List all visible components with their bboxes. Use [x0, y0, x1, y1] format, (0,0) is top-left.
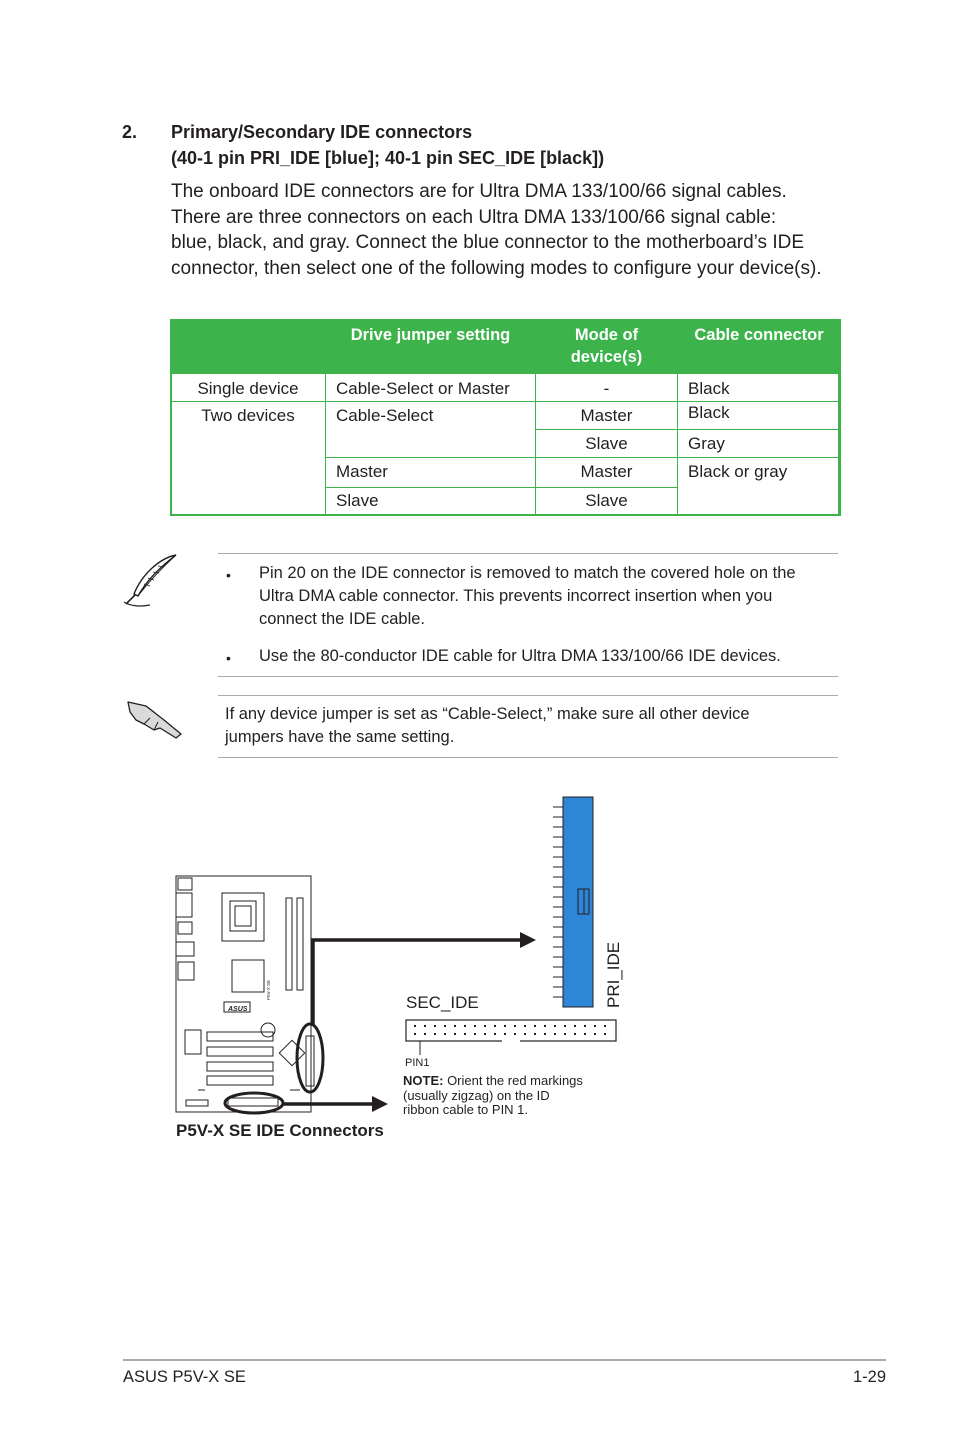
diagram-note-line1: Orient the red markings	[443, 1073, 583, 1088]
section-title-line1: Primary/Secondary IDE connectors	[171, 122, 473, 142]
paragraph-line: The onboard IDE connectors are for Ultra DMA 133/100/66 signal cables.	[171, 181, 787, 202]
warning-line: If any device jumper is set as “Cable-Select,” make sure all other device	[225, 705, 750, 723]
cell-two-jumper-d: Slave	[326, 487, 536, 515]
cell-two-cable-a: Black	[678, 401, 841, 429]
pin-dot	[434, 1025, 436, 1027]
pin-dot	[424, 1033, 426, 1035]
cell-single-mode: -	[536, 373, 678, 401]
pri-ide-highlight	[297, 1024, 323, 1092]
pri-ide-arrow-line	[313, 940, 522, 1026]
paragraph-line: blue, black, and gray. Connect the blue connector to the motherboard’s IDE	[171, 232, 805, 253]
cell-two-mode-b: Slave	[536, 430, 678, 458]
asus-logo: ASUS	[228, 1006, 248, 1013]
pin-dot	[454, 1025, 456, 1027]
pin-dot	[424, 1025, 426, 1027]
diagram-note-line2: (usually zigzag) on the ID	[403, 1088, 550, 1103]
pin-dot	[464, 1025, 466, 1027]
note-bullet-2: Use the 80-conductor IDE cable for Ultra DMA 133/100/66 IDE devices.	[259, 647, 781, 665]
sec-ide-highlight	[225, 1093, 283, 1113]
cell-single-jumper: Cable-Select or Master	[326, 373, 536, 401]
pri-ide-pins	[553, 807, 563, 997]
warning-line: jumpers have the same setting.	[225, 728, 455, 746]
footer-product: ASUS P5V-X SE	[123, 1368, 246, 1386]
cell-two-jumper-c: Master	[326, 458, 536, 487]
section-number: 2.	[122, 122, 138, 142]
diagram-note	[403, 1073, 587, 1117]
cell-single-label: Single device	[171, 373, 326, 401]
pin-dot	[434, 1033, 436, 1035]
cell-two-mode-c: Master	[536, 458, 678, 487]
pin-dot	[554, 1033, 556, 1035]
pin-dot	[524, 1025, 526, 1027]
pin-dot	[554, 1025, 556, 1027]
board-model-label: P5V-X SE	[266, 979, 271, 1000]
pin-dot	[494, 1033, 496, 1035]
sec-ide-connector	[406, 1020, 616, 1041]
pin-dot	[474, 1025, 476, 1027]
pin-dot	[564, 1033, 566, 1035]
pin-dot	[524, 1033, 526, 1035]
pin-dot	[544, 1025, 546, 1027]
pin-dot	[414, 1033, 416, 1035]
pin-dot	[594, 1033, 596, 1035]
pin-dot	[584, 1033, 586, 1035]
note-line: Ultra DMA cable connector. This prevents incorrect insertion when you	[259, 587, 773, 605]
cell-two-cable-b: Gray	[678, 430, 841, 458]
pin-dot	[484, 1025, 486, 1027]
footer-rule	[123, 1359, 886, 1361]
pin-dot	[584, 1025, 586, 1027]
pin-dot	[544, 1033, 546, 1035]
motherboard-outline	[176, 876, 314, 1112]
cell-two-jumper-cs: Cable-Select	[326, 401, 536, 458]
diagram-note-bold: NOTE:	[403, 1073, 444, 1088]
header-cable: Cable connector	[678, 319, 841, 373]
note-line: connect the IDE cable.	[259, 610, 426, 628]
pin-dot	[494, 1025, 496, 1027]
pin-dot	[504, 1025, 506, 1027]
pin-dot	[574, 1025, 576, 1027]
pin-dot	[574, 1033, 576, 1035]
pin-dot	[564, 1025, 566, 1027]
pin-dot	[444, 1025, 446, 1027]
bullet-marker: •	[226, 567, 231, 583]
pin-dot	[534, 1033, 536, 1035]
pin-dot	[464, 1033, 466, 1035]
cell-single-cable: Black	[678, 373, 841, 401]
pin-dot	[604, 1033, 606, 1035]
pin-dot	[534, 1025, 536, 1027]
note-line: Pin 20 on the IDE connector is removed to match the covered hole on the	[259, 564, 796, 582]
cell-two-mode-d: Slave	[536, 487, 678, 515]
footer-page-number: 1-29	[852, 1368, 886, 1386]
pin-dot	[594, 1025, 596, 1027]
header-jumper: Drive jumper setting	[326, 319, 536, 373]
pin-dot	[414, 1025, 416, 1027]
bullet-marker: •	[226, 650, 231, 666]
cell-two-mode-a: Master	[536, 401, 678, 429]
sec-ide-arrowhead	[372, 1096, 388, 1112]
pri-ide-arrowhead	[520, 932, 536, 948]
sec-ide-label: SEC_IDE	[406, 993, 479, 1012]
pin-dot	[504, 1033, 506, 1035]
header-mode-line2: device(s)	[570, 348, 643, 366]
paragraph-line: There are three connectors on each Ultra DMA 133/100/66 signal cable:	[171, 206, 777, 228]
pin-dot	[604, 1025, 606, 1027]
pin-dot	[444, 1033, 446, 1035]
pin1-label: PIN1	[405, 1057, 430, 1069]
pin-dot	[514, 1025, 516, 1027]
pri-ide-label: PRI_IDE	[604, 941, 623, 1008]
header-mode-line1: Mode of	[574, 326, 639, 344]
section-title-line2: (40-1 pin PRI_IDE [blue]; 40-1 pin SEC_IDE [black])	[171, 148, 605, 168]
cell-two-cable-cd: Black or gray	[678, 458, 841, 516]
diagram-note-line3: ribbon cable to PIN 1.	[403, 1102, 529, 1117]
pin-dot	[514, 1033, 516, 1035]
paragraph-line: connector, then select one of the following modes to configure your device(s).	[171, 257, 822, 279]
cell-two-label: Two devices	[171, 401, 326, 515]
pin-dot	[484, 1033, 486, 1035]
diagram-caption: P5V-X SE IDE Connectors	[176, 1121, 384, 1140]
pin-dot	[454, 1033, 456, 1035]
pin-dot	[474, 1033, 476, 1035]
